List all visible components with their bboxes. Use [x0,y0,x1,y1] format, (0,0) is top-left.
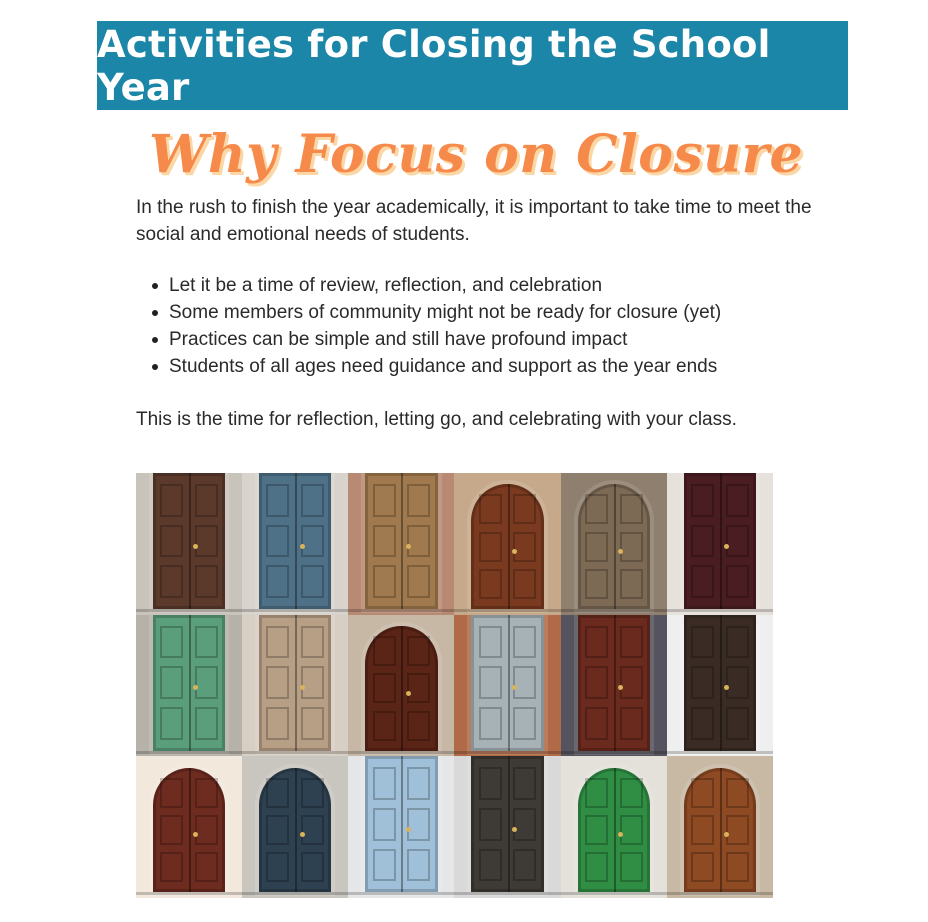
door-collage-image [136,473,773,898]
closing-paragraph: This is the time for reflection, letting go, and celebrating with your class. [136,409,737,430]
door-shape [153,768,225,893]
door-tile [667,473,773,615]
door-tile [136,615,242,757]
list-item: Let it be a time of review, reflection, and celebration [136,272,836,299]
door-shape [684,473,756,609]
door-tile [242,756,348,898]
door-shape [684,768,756,893]
door-tile [561,615,667,757]
list-item: Some members of community might not be ready for closure (yet) [136,299,836,326]
door-shape [259,768,331,893]
door-tile [242,615,348,757]
door-tile [667,615,773,757]
door-shape [153,473,225,609]
door-tile [136,473,242,615]
door-tile [348,615,454,757]
door-knob [724,544,729,549]
door-shape [259,615,331,751]
door-tile [454,756,560,898]
list-item: Practices can be simple and still have profound impact [136,326,836,353]
door-knob [406,691,411,696]
door-tile [667,756,773,898]
door-shape [578,484,650,609]
door-tile [561,756,667,898]
door-knob [406,544,411,549]
door-shape [471,484,543,609]
intro-paragraph: In the rush to finish the year academically, it is important to take time to meet the social and emotional needs of students. [136,197,812,245]
door-tile [454,473,560,615]
section-heading: Why Focus on Closure [148,124,804,185]
door-knob [300,685,305,690]
door-tile [348,756,454,898]
door-knob [406,827,411,832]
title-banner [97,21,848,110]
door-shape [578,768,650,893]
bullet-list [136,272,836,380]
door-shape [365,473,437,609]
door-shape [471,615,543,751]
door-shape [153,615,225,751]
door-shape [684,615,756,751]
door-shape [259,473,331,609]
door-tile [454,615,560,757]
door-tile [348,473,454,615]
door-knob [512,827,517,832]
page-title: Activities for Closing the School Year [97,22,771,109]
door-knob [300,544,305,549]
door-shape [471,756,543,892]
door-shape [365,626,437,751]
door-tile [242,473,348,615]
list-item: Students of all ages need guidance and support as the year ends [136,353,836,380]
door-tile [136,756,242,898]
door-tile [561,473,667,615]
door-shape [365,756,437,892]
door-shape [578,615,650,751]
